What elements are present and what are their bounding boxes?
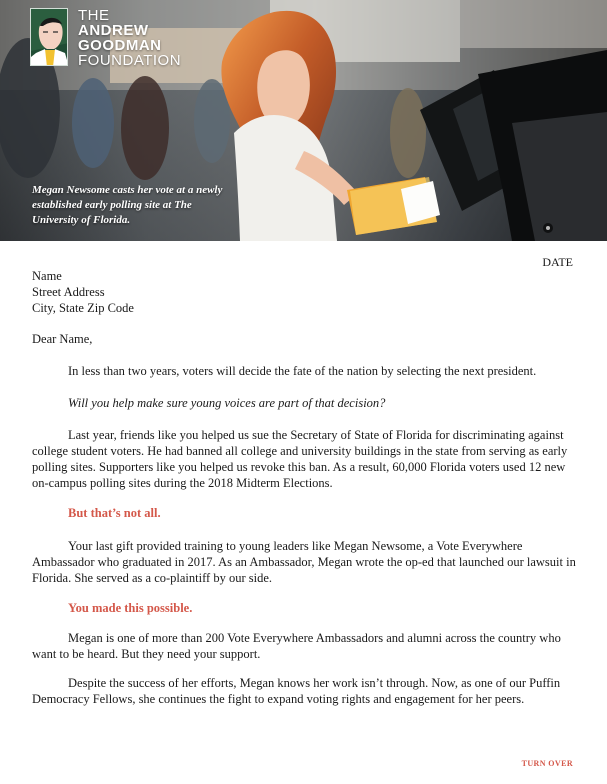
paragraph-megan-training: Your last gift provided training to young leaders like Megan Newsome, a Vote Everywhere Ambassador who graduated in 2017. As an Ambassador, Megan wrote the op-ed that launched our lawsuit in Florida. She served as a co-plaintiff by our side. — [32, 539, 576, 585]
recipient-name: Name — [32, 269, 62, 283]
recipient-city-state-zip: City, State Zip Code — [32, 301, 134, 315]
logo-line-goodman: GOODMAN — [78, 37, 162, 54]
logo-wordmark — [78, 8, 181, 68]
recipient-address — [32, 268, 562, 316]
photo-caption: Megan Newsome casts her vote at a newly established early polling site at The University of Florida. — [32, 184, 223, 226]
andrew-goodman-foundation-logo — [30, 8, 181, 68]
header-photo — [0, 0, 607, 241]
salutation: Dear Name, — [32, 332, 93, 346]
logo-line-andrew: ANDREW — [78, 22, 149, 39]
paragraph-florida-lawsuit: Last year, friends like you helped us sue the Secretary of State of Florida for discriminating against college student voters. He had banned all college and university buildings in the state from serving as early polling sites. Supporters like you helped us revoke this ban. As a result, 60,000 Florida voters used 12 new on-campus polling sites during the 2018 Midterm Elections. — [32, 428, 568, 490]
paragraph-ambassadors: Megan is one of more than 200 Vote Everywhere Ambassadors and alumni across the country who want to be heard. But they need your support. — [32, 631, 561, 661]
callout-made-possible: You made this possible. — [68, 601, 193, 615]
andrew-goodman-portrait-icon — [30, 8, 68, 66]
recipient-street: Street Address — [32, 285, 105, 299]
paragraph-puffin-fellows: Despite the success of her efforts, Megan knows her work isn’t through. Now, as one of our Puffin Democracy Fellows, she continues the fight to expand voting rights and engagement for her peers. — [32, 676, 561, 706]
paragraph-question: Will you help make sure young voices are part of that decision? — [68, 396, 386, 410]
paragraph-election-intro: In less than two years, voters will decide the fate of the nation by selecting the next president. — [68, 364, 537, 378]
logo-line-foundation: FOUNDATION — [78, 52, 182, 69]
logo-line-the: THE — [78, 7, 110, 24]
callout-not-all: But that’s not all. — [68, 506, 161, 520]
turn-over-note: TURN OVER — [521, 759, 573, 768]
letter-date: DATE — [542, 255, 573, 269]
